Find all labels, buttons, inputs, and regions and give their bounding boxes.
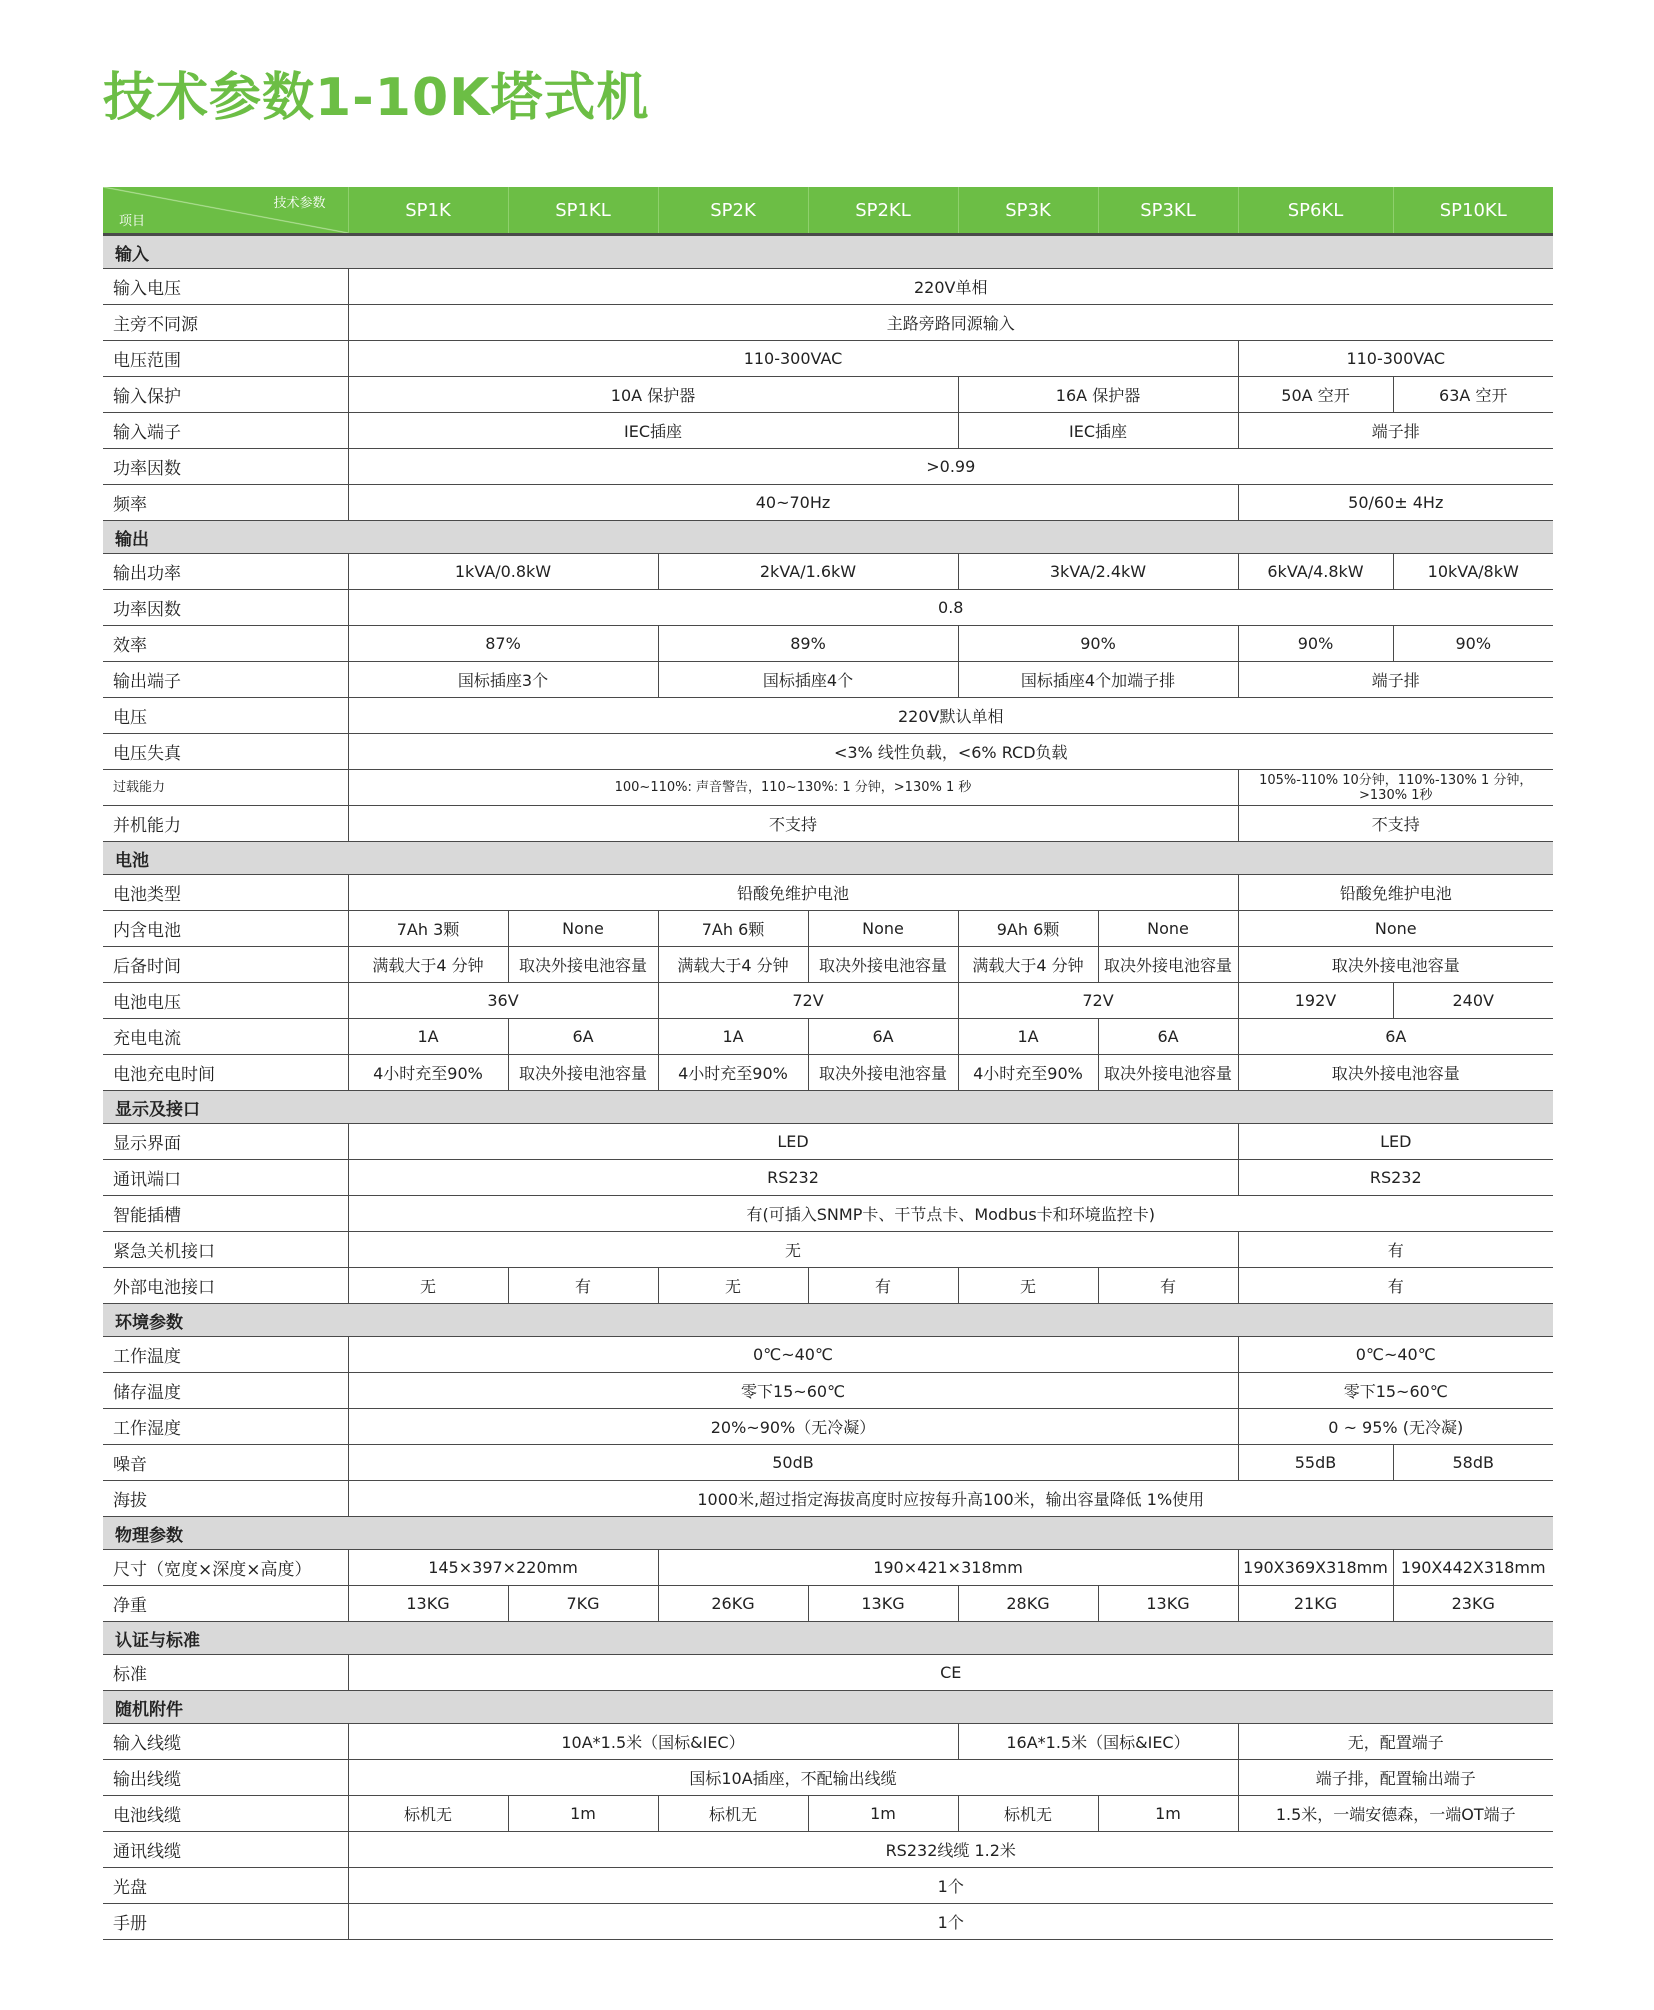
spec-value-cell: 取决外接电池容量	[1098, 1055, 1238, 1091]
spec-value-cell: 190X369X318mm	[1238, 1550, 1393, 1586]
header-corner-cell	[103, 187, 348, 235]
spec-value-cell: 取决外接电池容量	[808, 1055, 958, 1091]
spec-value-cell: 国标插座4个加端子排	[958, 662, 1238, 698]
spec-value-cell: 6A	[1238, 1019, 1553, 1055]
spec-value-cell: 有(可插入SNMP卡、干节点卡、Modbus卡和环境监控卡)	[348, 1196, 1553, 1232]
row-label: 频率	[103, 485, 348, 521]
row-label: 电池线缆	[103, 1796, 348, 1832]
table-row	[103, 1481, 1553, 1517]
table-row	[103, 1586, 1553, 1622]
spec-value-cell: 90%	[1393, 626, 1553, 662]
row-label: 电池电压	[103, 983, 348, 1019]
spec-value-cell: 110-300VAC	[348, 341, 1238, 377]
table-row	[103, 1232, 1553, 1268]
model-header-cell: SP6KL	[1238, 187, 1393, 235]
spec-value-cell: 10A 保护器	[348, 377, 958, 413]
spec-value-cell: IEC插座	[958, 413, 1238, 449]
model-header-cell: SP2KL	[808, 187, 958, 235]
section-title: 认证与标准	[103, 1622, 1553, 1655]
spec-value-cell: >0.99	[348, 449, 1553, 485]
spec-value-cell: 145×397×220mm	[348, 1550, 658, 1586]
spec-value-cell: 取决外接电池容量	[1238, 947, 1553, 983]
spec-value-cell: 220V单相	[348, 269, 1553, 305]
spec-value-cell: 1.5米，一端安德森，一端OT端子	[1238, 1796, 1553, 1832]
spec-value-cell: 无，配置端子	[1238, 1724, 1553, 1760]
spec-value-cell: 取决外接电池容量	[1238, 1055, 1553, 1091]
spec-value-cell: 无	[348, 1268, 508, 1304]
spec-value-cell: 28KG	[958, 1586, 1098, 1622]
spec-value-cell: IEC插座	[348, 413, 958, 449]
spec-value-cell: 1m	[808, 1796, 958, 1832]
row-label: 光盘	[103, 1868, 348, 1904]
spec-value-cell: 63A 空开	[1393, 377, 1553, 413]
spec-value-cell: 4小时充至90%	[958, 1055, 1098, 1091]
row-label: 电压范围	[103, 341, 348, 377]
row-label: 工作湿度	[103, 1409, 348, 1445]
table-row	[103, 305, 1553, 341]
spec-value-cell: 50dB	[348, 1445, 1238, 1481]
spec-value-cell: 1A	[348, 1019, 508, 1055]
table-row	[103, 590, 1553, 626]
row-label: 主旁不同源	[103, 305, 348, 341]
model-header-cell: SP2K	[658, 187, 808, 235]
row-label: 海拔	[103, 1481, 348, 1517]
spec-value-cell: 13KG	[808, 1586, 958, 1622]
section-header-row	[103, 842, 1553, 875]
section-title: 环境参数	[103, 1304, 1553, 1337]
table-row	[103, 449, 1553, 485]
row-label: 电池类型	[103, 875, 348, 911]
row-label: 输出端子	[103, 662, 348, 698]
spec-value-cell: 1个	[348, 1868, 1553, 1904]
table-row	[103, 947, 1553, 983]
table-row	[103, 983, 1553, 1019]
row-label: 输出线缆	[103, 1760, 348, 1796]
spec-value-cell: 55dB	[1238, 1445, 1393, 1481]
spec-value-cell: 不支持	[1238, 806, 1553, 842]
spec-value-cell: 13KG	[1098, 1586, 1238, 1622]
spec-value-cell: 7KG	[508, 1586, 658, 1622]
spec-value-cell: 铅酸免维护电池	[1238, 875, 1553, 911]
table-row	[103, 1550, 1553, 1586]
table-row	[103, 1445, 1553, 1481]
spec-value-cell: 标机无	[348, 1796, 508, 1832]
row-label: 外部电池接口	[103, 1268, 348, 1304]
table-row	[103, 1904, 1553, 1940]
section-header-row	[103, 1691, 1553, 1724]
spec-value-cell: 36V	[348, 983, 658, 1019]
spec-value-cell: 192V	[1238, 983, 1393, 1019]
row-label: 储存温度	[103, 1373, 348, 1409]
row-label: 效率	[103, 626, 348, 662]
table-row	[103, 341, 1553, 377]
spec-value-cell: RS232	[348, 1160, 1238, 1196]
spec-value-cell: 取决外接电池容量	[508, 1055, 658, 1091]
row-label: 标准	[103, 1655, 348, 1691]
spec-value-cell: None	[1098, 911, 1238, 947]
spec-value-cell: 2kVA/1.6kW	[658, 554, 958, 590]
spec-value-cell: 72V	[658, 983, 958, 1019]
spec-value-cell: RS232线缆 1.2米	[348, 1832, 1553, 1868]
spec-value-cell: 16A*1.5米（国标&IEC）	[958, 1724, 1238, 1760]
spec-value-cell: 取决外接电池容量	[508, 947, 658, 983]
spec-value-cell: None	[508, 911, 658, 947]
model-header-cell: SP3K	[958, 187, 1098, 235]
corner-label-bottom: 项目	[119, 214, 146, 229]
spec-value-cell: 240V	[1393, 983, 1553, 1019]
spec-value-cell: 零下15~60℃	[1238, 1373, 1553, 1409]
spec-value-cell: 国标插座4个	[658, 662, 958, 698]
table-row	[103, 1655, 1553, 1691]
section-title: 物理参数	[103, 1517, 1553, 1550]
row-label: 输入线缆	[103, 1724, 348, 1760]
spec-value-cell: 50/60± 4Hz	[1238, 485, 1553, 521]
spec-value-cell: 100~110%: 声音警告，110~130%: 1 分钟，>130% 1 秒	[348, 770, 1238, 806]
table-row	[103, 377, 1553, 413]
spec-value-cell: 190×421×318mm	[658, 1550, 1238, 1586]
spec-value-cell: 105%-110% 10分钟，110%-130% 1 分钟，>130% 1秒	[1238, 770, 1553, 806]
section-header-row	[103, 1091, 1553, 1124]
row-label: 电池充电时间	[103, 1055, 348, 1091]
spec-value-cell: 10kVA/8kW	[1393, 554, 1553, 590]
spec-value-cell: 20%~90%（无冷凝）	[348, 1409, 1238, 1445]
spec-value-cell: 0 ~ 95% (无冷凝)	[1238, 1409, 1553, 1445]
spec-table	[103, 187, 1553, 1940]
spec-value-cell: 端子排	[1238, 413, 1553, 449]
spec-value-cell: 有	[1238, 1232, 1553, 1268]
row-label: 尺寸（宽度×深度×高度）	[103, 1550, 348, 1586]
table-row	[103, 875, 1553, 911]
row-label: 噪音	[103, 1445, 348, 1481]
row-label: 电压	[103, 698, 348, 734]
spec-value-cell: 110-300VAC	[1238, 341, 1553, 377]
spec-value-cell: 58dB	[1393, 1445, 1553, 1481]
spec-value-cell: 取决外接电池容量	[1098, 947, 1238, 983]
table-row	[103, 485, 1553, 521]
table-row	[103, 1409, 1553, 1445]
spec-value-cell: 89%	[658, 626, 958, 662]
spec-value-cell: 标机无	[958, 1796, 1098, 1832]
model-header-cell: SP3KL	[1098, 187, 1238, 235]
spec-value-cell: 40~70Hz	[348, 485, 1238, 521]
section-header-row	[103, 1517, 1553, 1550]
table-row	[103, 1055, 1553, 1091]
spec-value-cell: 0℃~40℃	[348, 1337, 1238, 1373]
spec-value-cell: 不支持	[348, 806, 1238, 842]
row-label: 功率因数	[103, 449, 348, 485]
spec-value-cell: None	[808, 911, 958, 947]
row-label: 过载能力	[103, 770, 348, 806]
spec-value-cell: 满载大于4 分钟	[958, 947, 1098, 983]
spec-value-cell: CE	[348, 1655, 1553, 1691]
row-label: 通讯线缆	[103, 1832, 348, 1868]
row-label: 紧急关机接口	[103, 1232, 348, 1268]
section-header-row	[103, 235, 1553, 269]
spec-value-cell: 87%	[348, 626, 658, 662]
spec-value-cell: 72V	[958, 983, 1238, 1019]
section-header-row	[103, 1304, 1553, 1337]
table-row	[103, 734, 1553, 770]
row-label: 通讯端口	[103, 1160, 348, 1196]
row-label: 后备时间	[103, 947, 348, 983]
table-row	[103, 1019, 1553, 1055]
spec-value-cell: 1A	[658, 1019, 808, 1055]
spec-value-cell: 无	[348, 1232, 1238, 1268]
spec-value-cell: 4小时充至90%	[658, 1055, 808, 1091]
table-header-row	[103, 187, 1553, 235]
table-row	[103, 1373, 1553, 1409]
spec-value-cell: 220V默认单相	[348, 698, 1553, 734]
spec-value-cell: 取决外接电池容量	[808, 947, 958, 983]
spec-value-cell: 满载大于4 分钟	[658, 947, 808, 983]
spec-value-cell: 国标10A插座，不配输出线缆	[348, 1760, 1238, 1796]
row-label: 充电电流	[103, 1019, 348, 1055]
spec-value-cell: 端子排	[1238, 662, 1553, 698]
row-label: 输入电压	[103, 269, 348, 305]
section-header-row	[103, 1622, 1553, 1655]
table-row	[103, 1724, 1553, 1760]
row-label: 智能插槽	[103, 1196, 348, 1232]
spec-value-cell: 0.8	[348, 590, 1553, 626]
section-title: 电池	[103, 842, 1553, 875]
model-header-cell: SP1KL	[508, 187, 658, 235]
table-row	[103, 269, 1553, 305]
section-title: 显示及接口	[103, 1091, 1553, 1124]
section-header-row	[103, 521, 1553, 554]
row-label: 功率因数	[103, 590, 348, 626]
table-row	[103, 1868, 1553, 1904]
row-label: 净重	[103, 1586, 348, 1622]
spec-value-cell: 无	[658, 1268, 808, 1304]
spec-value-cell: 6A	[508, 1019, 658, 1055]
table-row	[103, 806, 1553, 842]
row-label: 工作温度	[103, 1337, 348, 1373]
spec-value-cell: 1000米,超过指定海拔高度时应按每升高100米，输出容量降低 1%使用	[348, 1481, 1553, 1517]
table-row	[103, 626, 1553, 662]
spec-value-cell: 有	[808, 1268, 958, 1304]
row-label: 并机能力	[103, 806, 348, 842]
table-row	[103, 1160, 1553, 1196]
table-row	[103, 770, 1553, 806]
spec-value-cell: 26KG	[658, 1586, 808, 1622]
spec-value-cell: LED	[1238, 1124, 1553, 1160]
spec-value-cell: 有	[1098, 1268, 1238, 1304]
spec-value-cell: 190X442X318mm	[1393, 1550, 1553, 1586]
spec-value-cell: 13KG	[348, 1586, 508, 1622]
model-header-cell: SP10KL	[1393, 187, 1553, 235]
spec-value-cell: 4小时充至90%	[348, 1055, 508, 1091]
spec-value-cell: 国标插座3个	[348, 662, 658, 698]
spec-value-cell: 铅酸免维护电池	[348, 875, 1238, 911]
spec-value-cell: 1kVA/0.8kW	[348, 554, 658, 590]
row-label: 电压失真	[103, 734, 348, 770]
spec-value-cell: 9Ah 6颗	[958, 911, 1098, 947]
spec-value-cell: LED	[348, 1124, 1238, 1160]
spec-value-cell: 6A	[808, 1019, 958, 1055]
spec-value-cell: 1m	[508, 1796, 658, 1832]
row-label: 手册	[103, 1904, 348, 1940]
spec-value-cell: 主路旁路同源输入	[348, 305, 1553, 341]
section-title: 输入	[103, 235, 1553, 269]
table-row	[103, 698, 1553, 734]
table-row	[103, 413, 1553, 449]
table-row	[103, 1796, 1553, 1832]
spec-value-cell: RS232	[1238, 1160, 1553, 1196]
spec-value-cell: 零下15~60℃	[348, 1373, 1238, 1409]
spec-value-cell: 无	[958, 1268, 1098, 1304]
row-label: 显示界面	[103, 1124, 348, 1160]
spec-value-cell: 3kVA/2.4kW	[958, 554, 1238, 590]
spec-value-cell: 0℃~40℃	[1238, 1337, 1553, 1373]
spec-value-cell: None	[1238, 911, 1553, 947]
spec-value-cell: 90%	[1238, 626, 1393, 662]
spec-value-cell: 1A	[958, 1019, 1098, 1055]
spec-value-cell: 90%	[958, 626, 1238, 662]
spec-value-cell: 有	[1238, 1268, 1553, 1304]
corner-label-top: 技术参数	[273, 196, 326, 211]
spec-value-cell: 50A 空开	[1238, 377, 1393, 413]
spec-value-cell: 23KG	[1393, 1586, 1553, 1622]
row-label: 输入端子	[103, 413, 348, 449]
table-row	[103, 911, 1553, 947]
spec-value-cell: 21KG	[1238, 1586, 1393, 1622]
model-header-cell: SP1K	[348, 187, 508, 235]
spec-value-cell: 6A	[1098, 1019, 1238, 1055]
section-title: 随机附件	[103, 1691, 1553, 1724]
spec-value-cell: 端子排，配置输出端子	[1238, 1760, 1553, 1796]
spec-value-cell: 有	[508, 1268, 658, 1304]
table-row	[103, 554, 1553, 590]
spec-value-cell: 满载大于4 分钟	[348, 947, 508, 983]
page-title: 技术参数1-10K塔式机	[103, 68, 650, 128]
spec-value-cell: 10A*1.5米（国标&IEC）	[348, 1724, 958, 1760]
spec-value-cell: 7Ah 3颗	[348, 911, 508, 947]
row-label: 输入保护	[103, 377, 348, 413]
table-row	[103, 1124, 1553, 1160]
spec-value-cell: 标机无	[658, 1796, 808, 1832]
spec-value-cell: 1m	[1098, 1796, 1238, 1832]
spec-value-cell: 7Ah 6颗	[658, 911, 808, 947]
table-row	[103, 1832, 1553, 1868]
table-row	[103, 662, 1553, 698]
row-label: 输出功率	[103, 554, 348, 590]
table-row	[103, 1268, 1553, 1304]
row-label: 内含电池	[103, 911, 348, 947]
table-row	[103, 1337, 1553, 1373]
spec-value-cell: 1个	[348, 1904, 1553, 1940]
table-row	[103, 1760, 1553, 1796]
section-title: 输出	[103, 521, 1553, 554]
spec-value-cell: <3% 线性负载，<6% RCD负载	[348, 734, 1553, 770]
spec-value-cell: 6kVA/4.8kW	[1238, 554, 1393, 590]
spec-value-cell: 16A 保护器	[958, 377, 1238, 413]
table-row	[103, 1196, 1553, 1232]
